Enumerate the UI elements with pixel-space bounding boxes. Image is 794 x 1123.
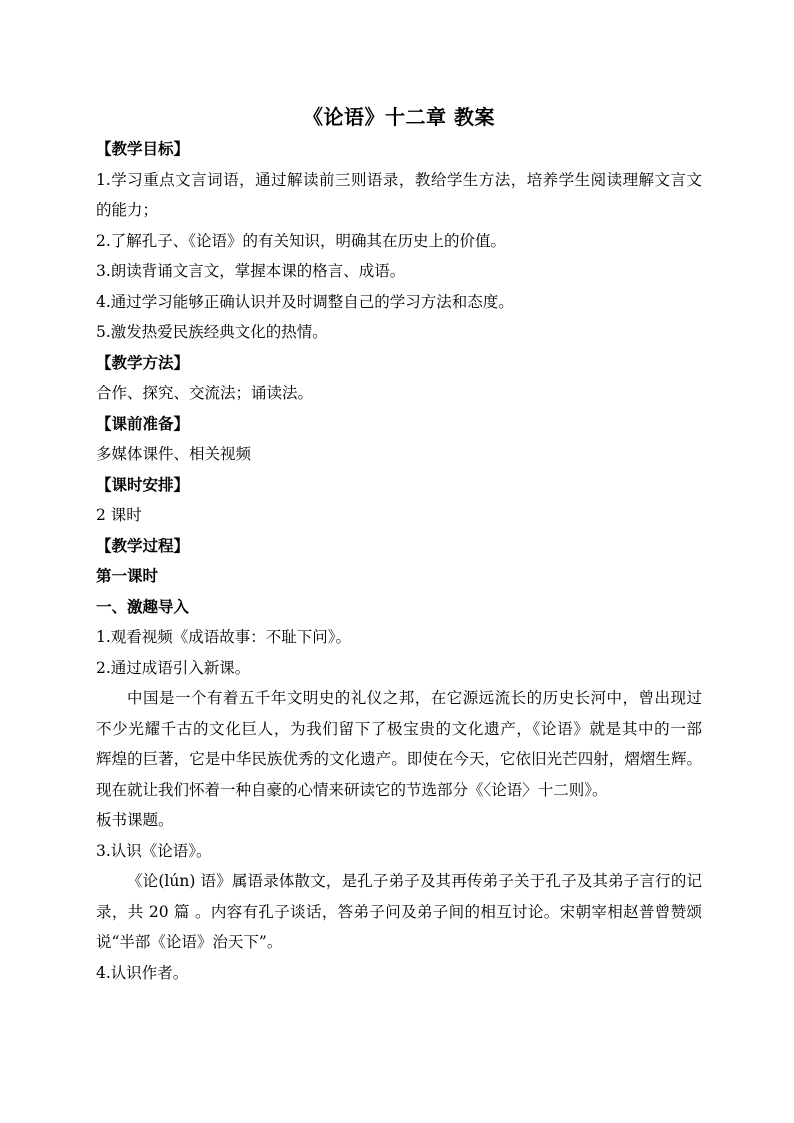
step-2: 2.通过成语引入新课。 bbox=[96, 658, 251, 677]
intro-paragraph-line-2: 不少光耀千古的文化巨人，为我们留下了极宝贵的文化遗产，《论语》就是其中的一部 bbox=[96, 719, 702, 738]
lunyu-paragraph-line-2: 录，共 20 篇 。内容有孔子谈话，答弟子问及弟子间的相互讨论。宋朝宰相赵普曾赞颂 bbox=[96, 902, 702, 921]
document-title: 《论语》十二章 教案 bbox=[303, 105, 495, 129]
schedule-text: 2 课时 bbox=[96, 506, 142, 524]
intro-paragraph-line-3: 辉煌的巨著，它是中华民族优秀的文化遗产。即使在今天，它依旧光芒四射，熠熠生辉。 bbox=[96, 750, 702, 768]
document-page bbox=[96, 0, 702, 1123]
section-intro-heading: 一、激趣导入 bbox=[96, 596, 190, 616]
process-heading: 【教学过程】 bbox=[96, 535, 190, 555]
methods-text: 合作、探究、交流法；诵读法。 bbox=[96, 384, 314, 402]
methods-heading: 【教学方法】 bbox=[96, 352, 190, 372]
schedule-heading: 【课时安排】 bbox=[96, 474, 190, 494]
step-3: 3.认识《论语》。 bbox=[96, 841, 212, 860]
objective-item-1: 1.学习重点文言词语，通过解读前三则语录，教给学生方法，培养学生阅读理解文言文 bbox=[96, 170, 702, 189]
prep-heading: 【课前准备】 bbox=[96, 413, 190, 433]
objective-item-1-continued: 的能力； bbox=[96, 201, 159, 219]
intro-paragraph-line-4: 现在就让我们怀着一种自豪的心情来研读它的节选部分《〈论语〉十二则》。 bbox=[96, 780, 608, 799]
board-note: 板书课题。 bbox=[96, 811, 174, 829]
document-body bbox=[96, 134, 702, 988]
lunyu-paragraph-line-3: 说“半部《论语》治天下”。 bbox=[96, 933, 283, 951]
intro-paragraph-line-1: 中国是一个有着五千年文明史的礼仪之邦，在它源远流长的历史长河中，曾出现过 bbox=[127, 689, 702, 707]
step-1: 1.观看视频《成语故事：不耻下问》。 bbox=[96, 628, 352, 646]
step-4: 4.认识作者。 bbox=[96, 963, 189, 982]
objective-item-2: 2.了解孔子、《论语》的有关知识，明确其在历史上的价值。 bbox=[96, 231, 507, 250]
lunyu-paragraph-line-1: 《论(lún) 语》属语录体散文，是孔子弟子及其再传弟子关于孔子及其弟子言行的记 bbox=[127, 872, 702, 890]
objective-item-5: 5.激发热爱民族经典文化的热情。 bbox=[96, 323, 328, 341]
lesson-one-heading: 第一课时 bbox=[96, 566, 159, 585]
objective-item-3: 3.朗读背诵文言文，掌握本课的格言、成语。 bbox=[96, 262, 406, 280]
prep-text: 多媒体课件、相关视频 bbox=[96, 445, 252, 463]
objective-item-4: 4.通过学习能够正确认识并及时调整自己的学习方法和态度。 bbox=[96, 292, 514, 311]
objectives-heading: 【教学目标】 bbox=[96, 139, 190, 158]
